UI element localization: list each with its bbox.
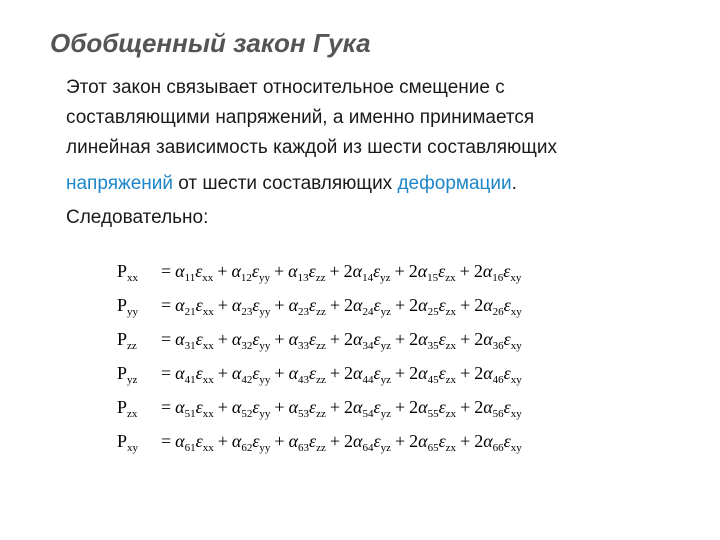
plus-sign: + <box>217 431 228 451</box>
strain-term: $\alpha_{13}\varepsilon_{zz}$ <box>288 261 326 284</box>
strain-term: $2\alpha_{56}\varepsilon_{xy}$ <box>474 397 522 420</box>
strain-term: $2\alpha_{65}\varepsilon_{zx}$ <box>409 431 457 454</box>
plus-sign: + <box>329 431 341 451</box>
strain-term: $2\alpha_{45}\varepsilon_{zx}$ <box>409 363 457 386</box>
strain-term: $\alpha_{11}\varepsilon_{xx}$ <box>175 261 214 284</box>
plus-sign: + <box>394 295 406 315</box>
plus-sign: + <box>329 261 340 281</box>
plus-sign: + <box>274 397 285 417</box>
strain-term: $2\alpha_{16}\varepsilon_{xy}$ <box>473 261 522 284</box>
equals-sign: = <box>161 261 172 281</box>
strain-term: $2\alpha_{24}\varepsilon_{yz}$ <box>344 295 391 318</box>
plus-sign: + <box>329 363 341 383</box>
stress-term: $P_{zx}$ <box>117 397 138 420</box>
stress-term: $P_{xx}$ <box>117 261 139 284</box>
strain-term: $\alpha_{12}\varepsilon_{yy}$ <box>231 261 270 284</box>
strain-term: $\alpha_{42}\varepsilon_{yy}$ <box>231 363 271 386</box>
paragraph-line-2: составляющими напряжений, а именно принимается <box>66 107 535 128</box>
equation-row <box>117 358 522 388</box>
plus-sign: + <box>394 397 406 417</box>
paragraph-line-4-end: . <box>511 173 517 194</box>
plus-sign: + <box>217 397 228 417</box>
plus-sign: + <box>274 431 285 451</box>
plus-sign: + <box>394 363 406 383</box>
equals-sign: = <box>161 329 172 349</box>
stress-term: $P_{yy}$ <box>117 295 139 318</box>
strain-term: $\alpha_{33}\varepsilon_{zz}$ <box>288 329 326 352</box>
strain-term: $\alpha_{31}\varepsilon_{xx}$ <box>175 329 214 352</box>
plus-sign: + <box>460 329 471 349</box>
highlight-deformations: деформации <box>397 173 512 194</box>
plus-sign: + <box>217 261 228 281</box>
strain-term: $\alpha_{52}\varepsilon_{yy}$ <box>231 397 271 420</box>
strain-term: $\alpha_{62}\varepsilon_{yy}$ <box>231 431 271 454</box>
strain-term: $2\alpha_{44}\varepsilon_{yz}$ <box>344 363 391 386</box>
stress-term: $P_{xy}$ <box>117 431 139 454</box>
plus-sign: + <box>394 329 406 349</box>
equals-sign: = <box>161 295 172 315</box>
equation-row <box>117 392 522 422</box>
paragraph-line-4-mid: от шести составляющих <box>173 173 398 194</box>
stress-term: $P_{yz}$ <box>117 363 138 386</box>
plus-sign: + <box>274 329 285 349</box>
strain-term: $2\alpha_{55}\varepsilon_{zx}$ <box>409 397 457 420</box>
paragraph-line-5: Следовательно: <box>66 207 209 228</box>
plus-sign: + <box>329 295 341 315</box>
equals-sign: = <box>161 431 172 451</box>
equation-row <box>117 426 522 456</box>
strain-term: $2\alpha_{26}\varepsilon_{xy}$ <box>474 295 522 318</box>
highlight-stresses: напряжений <box>66 173 173 194</box>
paragraph-line-4 <box>66 174 517 193</box>
plus-sign: + <box>460 397 471 417</box>
strain-term: $\alpha_{21}\varepsilon_{xx}$ <box>175 295 214 318</box>
strain-term: $2\alpha_{15}\varepsilon_{zx}$ <box>408 261 456 284</box>
plus-sign: + <box>274 363 285 383</box>
plus-sign: + <box>394 431 406 451</box>
strain-term: $2\alpha_{36}\varepsilon_{xy}$ <box>474 329 522 352</box>
slide-title: Обобщенный закон Гука <box>50 28 371 58</box>
strain-term: $2\alpha_{34}\varepsilon_{yz}$ <box>344 329 391 352</box>
strain-term: $2\alpha_{64}\varepsilon_{yz}$ <box>344 431 391 454</box>
strain-term: $2\alpha_{46}\varepsilon_{xy}$ <box>474 363 522 386</box>
strain-term: $\alpha_{51}\varepsilon_{xx}$ <box>175 397 214 420</box>
plus-sign: + <box>274 261 285 281</box>
plus-sign: + <box>217 295 228 315</box>
plus-sign: + <box>329 397 341 417</box>
strain-term: $2\alpha_{14}\varepsilon_{yz}$ <box>343 261 391 284</box>
equation-row <box>117 324 522 354</box>
strain-term: $2\alpha_{66}\varepsilon_{xy}$ <box>474 431 522 454</box>
plus-sign: + <box>217 329 228 349</box>
strain-term: $\alpha_{23}\varepsilon_{yy}$ <box>231 295 271 318</box>
strain-term: $\alpha_{41}\varepsilon_{xx}$ <box>175 363 214 386</box>
plus-sign: + <box>274 295 285 315</box>
equation-row <box>117 256 521 286</box>
plus-sign: + <box>329 329 341 349</box>
equals-sign: = <box>161 363 172 383</box>
plus-sign: + <box>460 295 471 315</box>
equals-sign: = <box>161 397 172 417</box>
strain-term: $\alpha_{43}\varepsilon_{zz}$ <box>288 363 326 386</box>
plus-sign: + <box>460 363 471 383</box>
strain-term: $2\alpha_{54}\varepsilon_{yz}$ <box>344 397 391 420</box>
paragraph-line-3: линейная зависимость каждой из шести составляющих <box>66 137 558 158</box>
strain-term: $2\alpha_{25}\varepsilon_{zx}$ <box>409 295 457 318</box>
plus-sign: + <box>460 431 471 451</box>
strain-term: $2\alpha_{35}\varepsilon_{zx}$ <box>409 329 457 352</box>
plus-sign: + <box>217 363 228 383</box>
strain-term: $\alpha_{32}\varepsilon_{yy}$ <box>231 329 271 352</box>
strain-term: $\alpha_{53}\varepsilon_{zz}$ <box>288 397 326 420</box>
strain-term: $\alpha_{61}\varepsilon_{xx}$ <box>175 431 214 454</box>
equation-row <box>117 290 522 320</box>
plus-sign: + <box>394 261 405 281</box>
stress-term: $P_{zz}$ <box>117 329 137 352</box>
paragraph-line-1: Этот закон связывает относительное смещение с <box>66 77 505 98</box>
strain-term: $\alpha_{63}\varepsilon_{zz}$ <box>288 431 326 454</box>
plus-sign: + <box>459 261 470 281</box>
strain-term: $\alpha_{23}\varepsilon_{zz}$ <box>288 295 326 318</box>
